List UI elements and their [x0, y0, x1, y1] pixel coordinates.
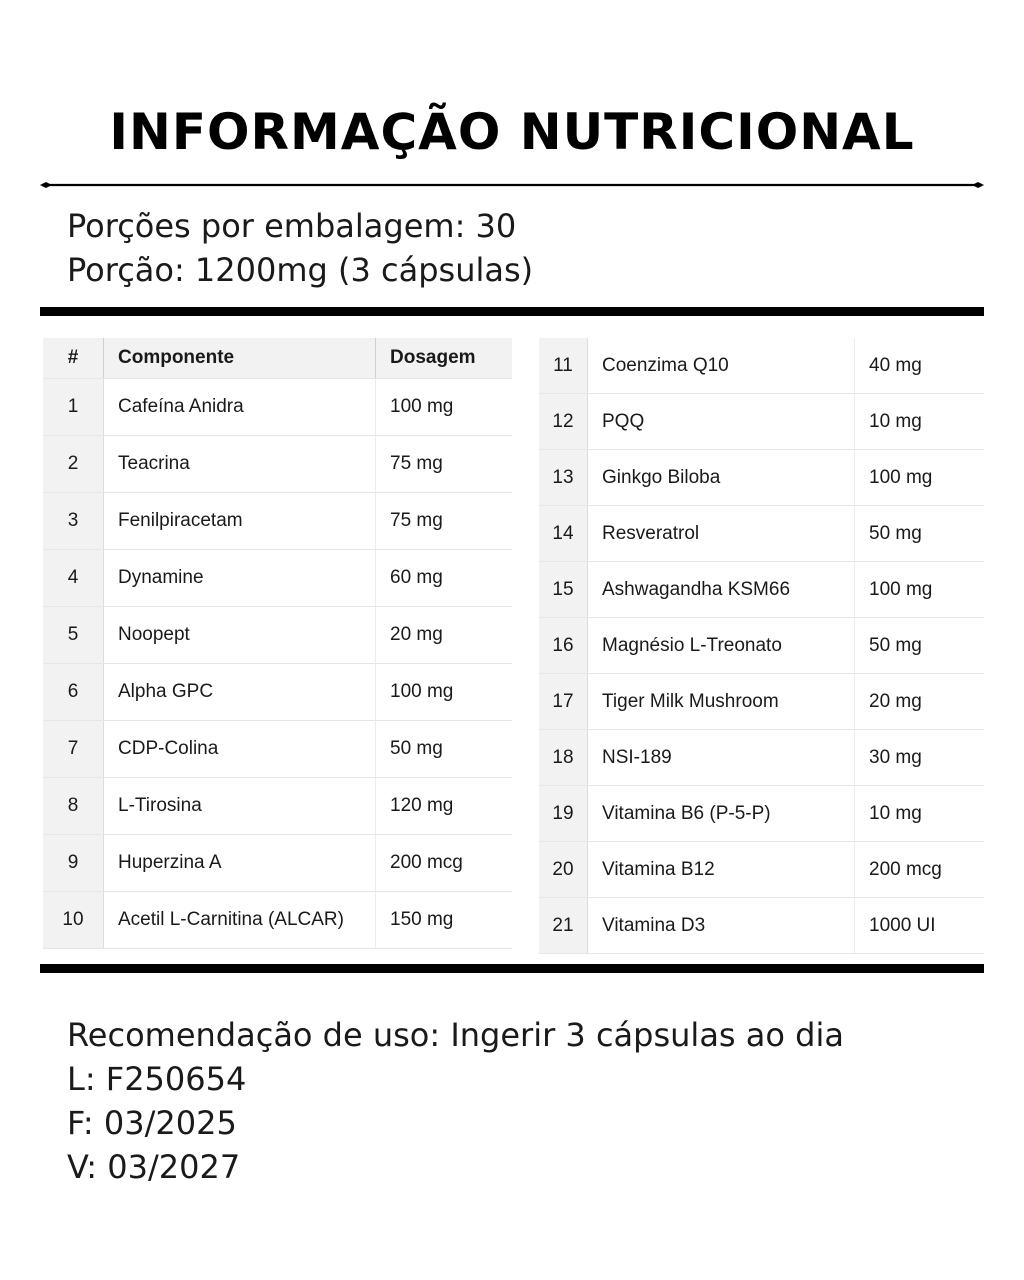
- row-dosage: 20 mg: [376, 607, 513, 664]
- row-dosage: 100 mg: [376, 379, 513, 436]
- table-row: [539, 618, 984, 674]
- manufacture-date: F: 03/2025: [67, 1104, 237, 1142]
- row-component: L-Tirosina: [104, 778, 376, 835]
- row-component: NSI-189: [588, 730, 855, 786]
- table-row: [539, 898, 984, 954]
- table-header-row: [43, 338, 512, 379]
- row-num: 5: [43, 607, 104, 664]
- row-dosage: 60 mg: [376, 550, 513, 607]
- row-component: Alpha GPC: [104, 664, 376, 721]
- expiry-date: V: 03/2027: [67, 1148, 241, 1186]
- row-component: Noopept: [104, 607, 376, 664]
- nutrition-table-right: [539, 338, 984, 954]
- row-num: 18: [539, 730, 588, 786]
- table-row: [539, 730, 984, 786]
- table-row: [539, 506, 984, 562]
- ornamental-divider: [40, 178, 984, 192]
- row-dosage: 1000 UI: [855, 898, 985, 954]
- row-num: 12: [539, 394, 588, 450]
- row-num: 10: [43, 892, 104, 949]
- table-row: [43, 835, 512, 892]
- row-num: 17: [539, 674, 588, 730]
- row-component: Magnésio L-Treonato: [588, 618, 855, 674]
- table-row: [43, 436, 512, 493]
- row-dosage: 100 mg: [855, 562, 985, 618]
- table-row: [539, 450, 984, 506]
- row-component: Resveratrol: [588, 506, 855, 562]
- row-dosage: 75 mg: [376, 493, 513, 550]
- row-dosage: 200 mcg: [376, 835, 513, 892]
- row-num: 6: [43, 664, 104, 721]
- table-row: [539, 786, 984, 842]
- table-row: [539, 562, 984, 618]
- row-dosage: 120 mg: [376, 778, 513, 835]
- header-dosage: Dosagem: [376, 338, 513, 379]
- row-num: 14: [539, 506, 588, 562]
- usage-recommendation: Recomendação de uso: Ingerir 3 cápsulas ao dia: [67, 1016, 844, 1054]
- row-component: CDP-Colina: [104, 721, 376, 778]
- table-row: [539, 674, 984, 730]
- header-num: #: [43, 338, 104, 379]
- lot-number: L: F250654: [67, 1060, 247, 1098]
- row-dosage: 20 mg: [855, 674, 985, 730]
- row-num: 3: [43, 493, 104, 550]
- divider-bar-top: [40, 307, 984, 316]
- row-dosage: 150 mg: [376, 892, 513, 949]
- table-row: [43, 550, 512, 607]
- row-num: 20: [539, 842, 588, 898]
- row-num: 19: [539, 786, 588, 842]
- nutrition-table-left: [43, 338, 512, 949]
- row-num: 4: [43, 550, 104, 607]
- table-row: [43, 778, 512, 835]
- row-component: Cafeína Anidra: [104, 379, 376, 436]
- row-num: 13: [539, 450, 588, 506]
- row-num: 11: [539, 338, 588, 394]
- row-dosage: 50 mg: [855, 506, 985, 562]
- row-component: Vitamina B12: [588, 842, 855, 898]
- divider-bar-bottom: [40, 964, 984, 973]
- row-component: Tiger Milk Mushroom: [588, 674, 855, 730]
- row-component: PQQ: [588, 394, 855, 450]
- row-num: 7: [43, 721, 104, 778]
- row-component: Teacrina: [104, 436, 376, 493]
- table-row: [539, 842, 984, 898]
- row-component: Coenzima Q10: [588, 338, 855, 394]
- row-num: 1: [43, 379, 104, 436]
- servings-per-package: Porções por embalagem: 30: [67, 207, 517, 245]
- row-num: 21: [539, 898, 588, 954]
- table-row: [43, 664, 512, 721]
- row-dosage: 10 mg: [855, 394, 985, 450]
- header-component: Componente: [104, 338, 376, 379]
- table-row: [43, 721, 512, 778]
- serving-size: Porção: 1200mg (3 cápsulas): [67, 251, 534, 289]
- row-component: Vitamina D3: [588, 898, 855, 954]
- row-num: 16: [539, 618, 588, 674]
- row-dosage: 40 mg: [855, 338, 985, 394]
- row-component: Ashwagandha KSM66: [588, 562, 855, 618]
- row-dosage: 100 mg: [855, 450, 985, 506]
- row-component: Dynamine: [104, 550, 376, 607]
- table-row: [43, 493, 512, 550]
- row-dosage: 30 mg: [855, 730, 985, 786]
- serving-info: [67, 204, 533, 292]
- footer-info: [67, 1013, 844, 1189]
- row-dosage: 10 mg: [855, 786, 985, 842]
- row-dosage: 75 mg: [376, 436, 513, 493]
- row-dosage: 50 mg: [855, 618, 985, 674]
- row-dosage: 50 mg: [376, 721, 513, 778]
- page-title: INFORMAÇÃO NUTRICIONAL: [109, 103, 915, 161]
- row-num: 9: [43, 835, 104, 892]
- row-component: Acetil L-Carnitina (ALCAR): [104, 892, 376, 949]
- table-row: [539, 338, 984, 394]
- table-row: [43, 379, 512, 436]
- row-num: 15: [539, 562, 588, 618]
- row-num: 8: [43, 778, 104, 835]
- table-row: [43, 892, 512, 949]
- table-row: [539, 394, 984, 450]
- row-dosage: 100 mg: [376, 664, 513, 721]
- row-component: Huperzina A: [104, 835, 376, 892]
- table-row: [43, 607, 512, 664]
- row-component: Ginkgo Biloba: [588, 450, 855, 506]
- row-num: 2: [43, 436, 104, 493]
- row-dosage: 200 mcg: [855, 842, 985, 898]
- row-component: Vitamina B6 (P-5-P): [588, 786, 855, 842]
- row-component: Fenilpiracetam: [104, 493, 376, 550]
